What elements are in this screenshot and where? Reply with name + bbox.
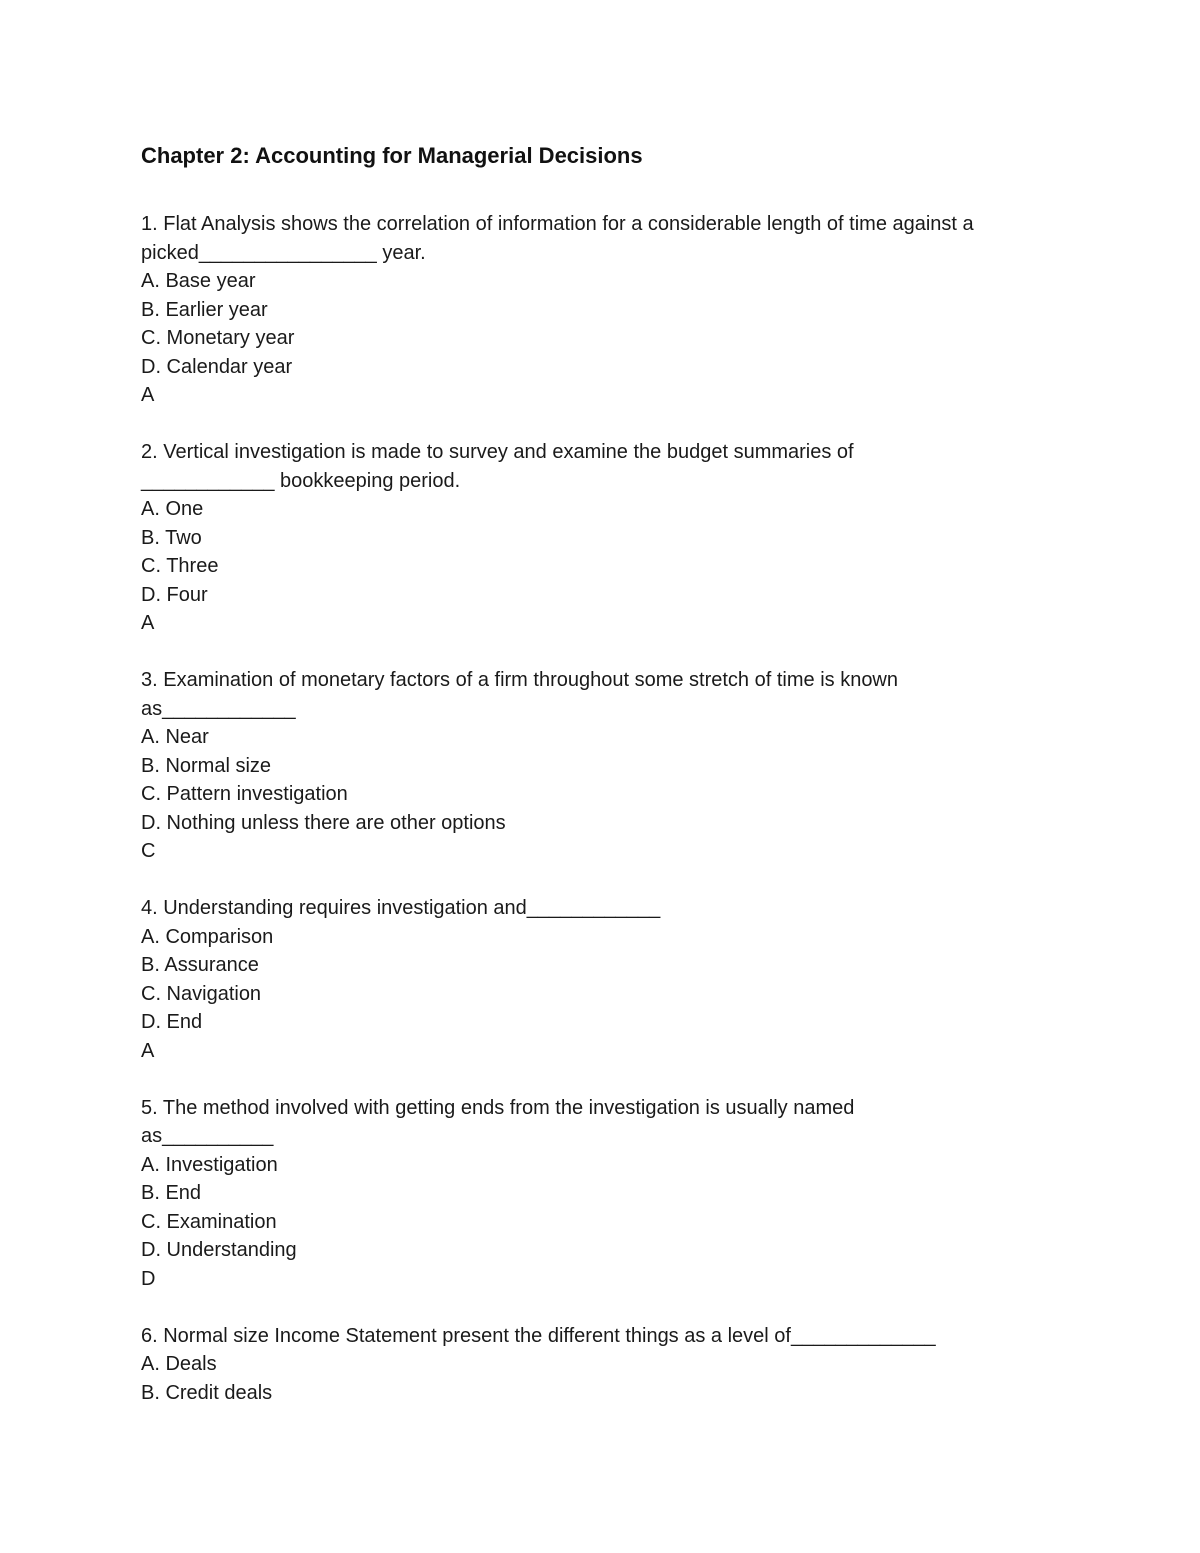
question-list bbox=[141, 210, 1061, 1407]
answer-option: C. Examination bbox=[141, 1210, 277, 1233]
answer-option: A. Base year bbox=[141, 270, 256, 292]
question-6 bbox=[141, 1322, 1061, 1408]
question-stem-line: as____________ bbox=[141, 697, 296, 720]
correct-answer: C bbox=[141, 840, 156, 862]
answer-option: A. Investigation bbox=[141, 1153, 278, 1176]
answer-option: D. Nothing unless there are other options bbox=[141, 811, 506, 834]
question-2 bbox=[141, 438, 1061, 638]
correct-answer: A bbox=[141, 1039, 155, 1062]
document-page bbox=[141, 140, 1061, 1436]
answer-option: D. Four bbox=[141, 583, 208, 606]
question-stem-line: ____________ bookkeeping period. bbox=[141, 469, 461, 492]
question-1 bbox=[141, 210, 1061, 410]
answer-option: C. Pattern investigation bbox=[141, 783, 348, 805]
answer-option: A. Comparison bbox=[141, 925, 274, 948]
question-5 bbox=[141, 1094, 1061, 1294]
question-stem-line: 6. Normal size Income Statement present the different things as a level of_____________ bbox=[141, 1324, 936, 1347]
correct-answer: A bbox=[141, 384, 155, 406]
correct-answer: A bbox=[141, 612, 155, 634]
answer-option: B. Assurance bbox=[141, 954, 259, 976]
answer-option: B. Two bbox=[141, 526, 202, 549]
question-stem-line: 3. Examination of monetary factors of a firm throughout some stretch of time is known bbox=[141, 669, 899, 691]
answer-option: B. Earlier year bbox=[141, 298, 268, 321]
answer-option: B. Credit deals bbox=[141, 1381, 273, 1404]
question-4 bbox=[141, 894, 1061, 1065]
answer-option: A. Near bbox=[141, 726, 209, 748]
question-stem-line: picked________________ year. bbox=[141, 241, 426, 264]
answer-option: D. Calendar year bbox=[141, 355, 293, 378]
question-stem-line: as__________ bbox=[141, 1125, 274, 1147]
question-stem-line: 5. The method involved with getting ends from the investigation is usually named bbox=[141, 1096, 855, 1119]
answer-option: C. Monetary year bbox=[141, 327, 295, 349]
answer-option: A. One bbox=[141, 498, 204, 520]
question-stem-line: 1. Flat Analysis shows the correlation of information for a considerable length of time against a bbox=[141, 213, 974, 235]
question-3 bbox=[141, 666, 1061, 866]
answer-option: A. Deals bbox=[141, 1353, 217, 1375]
answer-option: C. Three bbox=[141, 555, 219, 577]
answer-option: B. Normal size bbox=[141, 754, 272, 777]
answer-option: D. End bbox=[141, 1011, 203, 1033]
correct-answer: D bbox=[141, 1267, 156, 1290]
question-stem-line: 4. Understanding requires investigation and____________ bbox=[141, 897, 661, 919]
question-stem-line: 2. Vertical investigation is made to survey and examine the budget summaries of bbox=[141, 441, 854, 463]
answer-option: D. Understanding bbox=[141, 1239, 297, 1261]
page-title: Chapter 2: Accounting for Managerial Decisions bbox=[141, 143, 643, 168]
answer-option: B. End bbox=[141, 1182, 202, 1204]
answer-option: C. Navigation bbox=[141, 982, 262, 1005]
